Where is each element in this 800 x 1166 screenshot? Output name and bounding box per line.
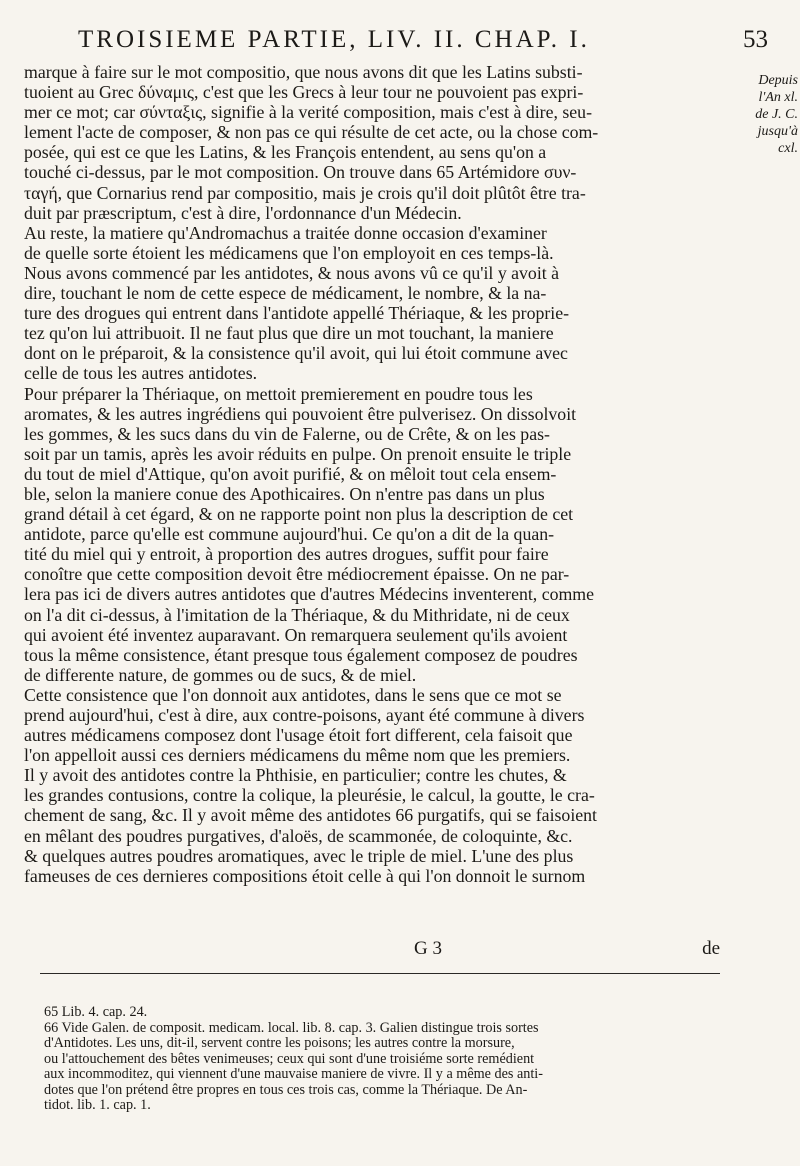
margin-note-line: jusqu'à bbox=[757, 124, 798, 139]
text-line: ταγή, que Cornarius rend par compositio, mais je crois qu'il doit plûtôt être tra- bbox=[24, 182, 586, 203]
text-line: duit par præscriptum, c'est à dire, l'ordonnance d'un Médecin. bbox=[24, 202, 462, 223]
text-line bbox=[24, 886, 714, 906]
text-line: prend aujourd'hui, c'est à dire, aux contre-poisons, ayant été commune à divers bbox=[24, 705, 585, 725]
text-line: fameuses de ces dernieres compositions étoit celle à qui l'on donnoit le surnom bbox=[24, 865, 586, 886]
running-head: TROISIEME PARTIE, LIV. II. CHAP. I. bbox=[78, 26, 590, 53]
text-line: & quelques autres poudres aromatiques, avec le triple de miel. L'une des plus bbox=[24, 845, 574, 866]
text-line: tez qu'on lui attribuoit. Il ne faut plus que dire un mot touchant, la maniere bbox=[24, 323, 554, 344]
text-line: Il y avoit des antidotes contre la Phthisie, en particulier; contre les chutes, & bbox=[24, 765, 567, 786]
text-line: marque à faire sur le mot compositio, que nous avons dit que les Latins substi- bbox=[24, 62, 583, 82]
text-line: lera pas ici de divers autres antidotes que d'autres Médecins inventerent, comme bbox=[24, 584, 595, 605]
text-line: les gommes, & les sucs dans du vin de Falerne, ou de Crête, & on les pas- bbox=[24, 423, 550, 444]
text-line: posée, qui est ce que les Latins, & les François entendent, au sens qu'on a bbox=[24, 142, 547, 163]
footnote-rule bbox=[40, 973, 720, 974]
text-line: autres médicamens composez dont l'usage étoit fort different, cela faisoit que bbox=[24, 725, 573, 746]
text-line: les grandes contusions, contre la colique, la pleurésie, le calcul, la goutte, le cra- bbox=[24, 785, 595, 806]
text-line: aromates, & les autres ingrédiens qui pouvoient être pulverisez. On dissolvoit bbox=[24, 403, 577, 424]
text-line: l'on appelloit aussi ces derniers médicamens du même nom que les premiers. bbox=[24, 745, 571, 766]
text-line: conoître que cette composition devoit être médiocrement épaisse. On ne par- bbox=[24, 564, 570, 585]
margin-note-line: l'An xl. bbox=[758, 90, 798, 105]
text-line: touché ci-dessus, par le mot composition. On trouve dans 65 Artémidore συν- bbox=[24, 162, 577, 183]
margin-note-line: cxl. bbox=[778, 141, 798, 156]
footnotes bbox=[44, 1005, 724, 1114]
text-line: dire, touchant le nom de cette espece de médicament, le nombre, & la na- bbox=[24, 283, 547, 304]
main-text bbox=[24, 62, 714, 926]
text-line: Au reste, la matiere qu'Andromachus a traitée donne occasion d'examiner bbox=[24, 222, 547, 243]
text-line: de quelle sorte étoient les médicamens que l'on employoit en ces temps-là. bbox=[24, 242, 554, 263]
footnote-line: ou l'attouchement des bêtes venimeuses; ceux qui sont d'une troisiéme sorte remédient bbox=[44, 1051, 535, 1067]
signature-mark: G 3 bbox=[414, 938, 442, 959]
text-line: antidote, parce qu'elle est commune aujourd'hui. Ce qu'on a dit de la quan- bbox=[24, 524, 555, 545]
text-line: celle de tous les autres antidotes. bbox=[24, 363, 258, 384]
footnote-line: 65 Lib. 4. cap. 24. bbox=[44, 1005, 148, 1020]
text-line: tité du miel qui y entroit, à proportion des autres drogues, suffit pour faire bbox=[24, 544, 549, 565]
footnote-line: tidot. lib. 1. cap. 1. bbox=[44, 1098, 151, 1113]
margin-note-date-range bbox=[708, 72, 798, 157]
text-line: Nous avons commencé par les antidotes, & nous avons vû ce qu'il y avoit à bbox=[24, 262, 560, 283]
text-line: du tout de miel d'Attique, qu'on avoit purifié, & on mêloit tout cela ensem- bbox=[24, 463, 557, 484]
margin-note-line: Depuis bbox=[758, 73, 798, 88]
signature-row bbox=[24, 938, 720, 962]
text-line: Cette consistence que l'on donnoit aux antidotes, dans le sens que ce mot se bbox=[24, 684, 562, 705]
text-line: on l'a dit ci-dessus, à l'imitation de la Thériaque, & du Mithridate, ni de ceux bbox=[24, 604, 570, 625]
text-line: ture des drogues qui entrent dans l'antidote appellé Thériaque, & les proprie- bbox=[24, 303, 570, 324]
footnote-line: aux incommoditez, qui viennent d'une mauvaise maniere de vivre. Il y a même des anti- bbox=[44, 1067, 543, 1082]
text-line: tuoient au Grec δύναμις, c'est que les Grecs à leur tour ne pouvoient pas expri- bbox=[24, 82, 584, 103]
page-header bbox=[78, 26, 768, 56]
footnote-line: 66 Vide Galen. de composit. medicam. local. lib. 8. cap. 3. Galien distingue trois sortes bbox=[44, 1020, 539, 1036]
text-line: grand détail à cet égard, & on ne rapporte point non plus la description de cet bbox=[24, 504, 574, 525]
footnote-line: d'Antidotes. Les uns, dit-il, servent contre les poisons; les autres contre la morsure, bbox=[44, 1036, 515, 1051]
text-line: tous la même consistence, étant presque tous également composez de poudres bbox=[24, 644, 578, 665]
text-line: lement l'acte de composer, & non pas ce qui résulte de cet acte, ou la chose com- bbox=[24, 122, 599, 143]
text-line: Pour préparer la Thériaque, on mettoit premierement en poudre tous les bbox=[24, 383, 533, 404]
footnote-line: dotes que l'on prétend être propres en tous ces trois cas, comme la Thériaque. De An- bbox=[44, 1082, 528, 1098]
catchword: de bbox=[702, 938, 720, 959]
page-number: 53 bbox=[743, 26, 768, 53]
text-line: mer ce mot; car σύνταξις, signifie à la verité composition, mais c'est à dire, seu- bbox=[24, 102, 592, 123]
margin-note-line: de J. C. bbox=[755, 107, 798, 122]
text-line: ble, selon la maniere conue des Apothicaires. On n'entre pas dans un plus bbox=[24, 483, 545, 504]
text-line: de differente nature, de gommes ou de sucs, & de miel. bbox=[24, 664, 417, 685]
text-line: en mêlant des poudres purgatives, d'aloës, de scammonée, de coloquinte, &c. bbox=[24, 825, 573, 846]
text-line: qui avoient été inventez auparavant. On remarquera seulement qu'ils avoient bbox=[24, 624, 568, 645]
text-line bbox=[24, 906, 714, 926]
text-line: soit par un tamis, après les avoir réduits en pulpe. On prenoit ensuite le triple bbox=[24, 443, 572, 464]
text-line: dont on le préparoit, & la consistence qu'il avoit, qui lui étoit commune avec bbox=[24, 343, 568, 364]
text-line: chement de sang, &c. Il y avoit même des antidotes 66 purgatifs, qui se faisoient bbox=[24, 805, 597, 826]
